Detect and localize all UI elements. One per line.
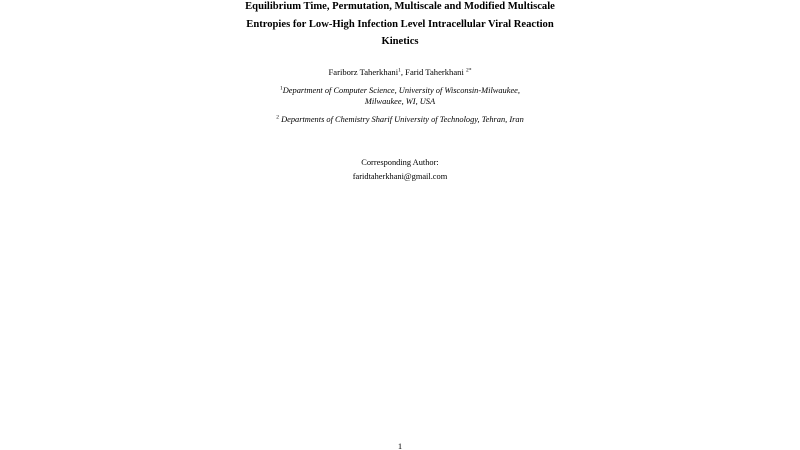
affiliation-2-text: Departments of Chemistry Sharif University of Technology, Tehran, Iran xyxy=(278,115,524,124)
affiliation-1-line-1: Department of Computer Science, University of Wisconsin-Milwaukee, xyxy=(282,86,520,95)
corresponding-author-email[interactable]: faridtaherkhani@gmail.com xyxy=(352,172,448,181)
page-number: 1 xyxy=(397,441,403,450)
title-line-2: Entropies for Low-High Infection Level Intracellular Viral Reaction xyxy=(246,18,554,30)
title-line-1: Equilibrium Time, Permutation, Multiscale and Modified Multiscale xyxy=(245,1,555,12)
affiliation-2 xyxy=(250,115,550,126)
author-separator: , xyxy=(400,67,406,77)
author-list xyxy=(250,66,550,78)
corresponding-author-label: Corresponding Author: xyxy=(361,158,439,167)
author-1-name: Fariborz Taherkhani xyxy=(328,67,399,77)
affiliation-1-line-2: Milwaukee, WI, USA xyxy=(364,96,436,106)
affiliation-1 xyxy=(262,86,538,107)
affiliation-2-mark: 2 xyxy=(276,114,279,121)
paper-title xyxy=(240,0,560,51)
affiliation-1-mark: 1 xyxy=(280,85,283,92)
author-2-name: Farid Taherkhani xyxy=(405,67,464,77)
author-2-affiliation-mark: 2* xyxy=(466,67,472,74)
author-1-affiliation-mark: 1 xyxy=(398,67,401,74)
title-line-3: Kinetics xyxy=(381,36,419,47)
